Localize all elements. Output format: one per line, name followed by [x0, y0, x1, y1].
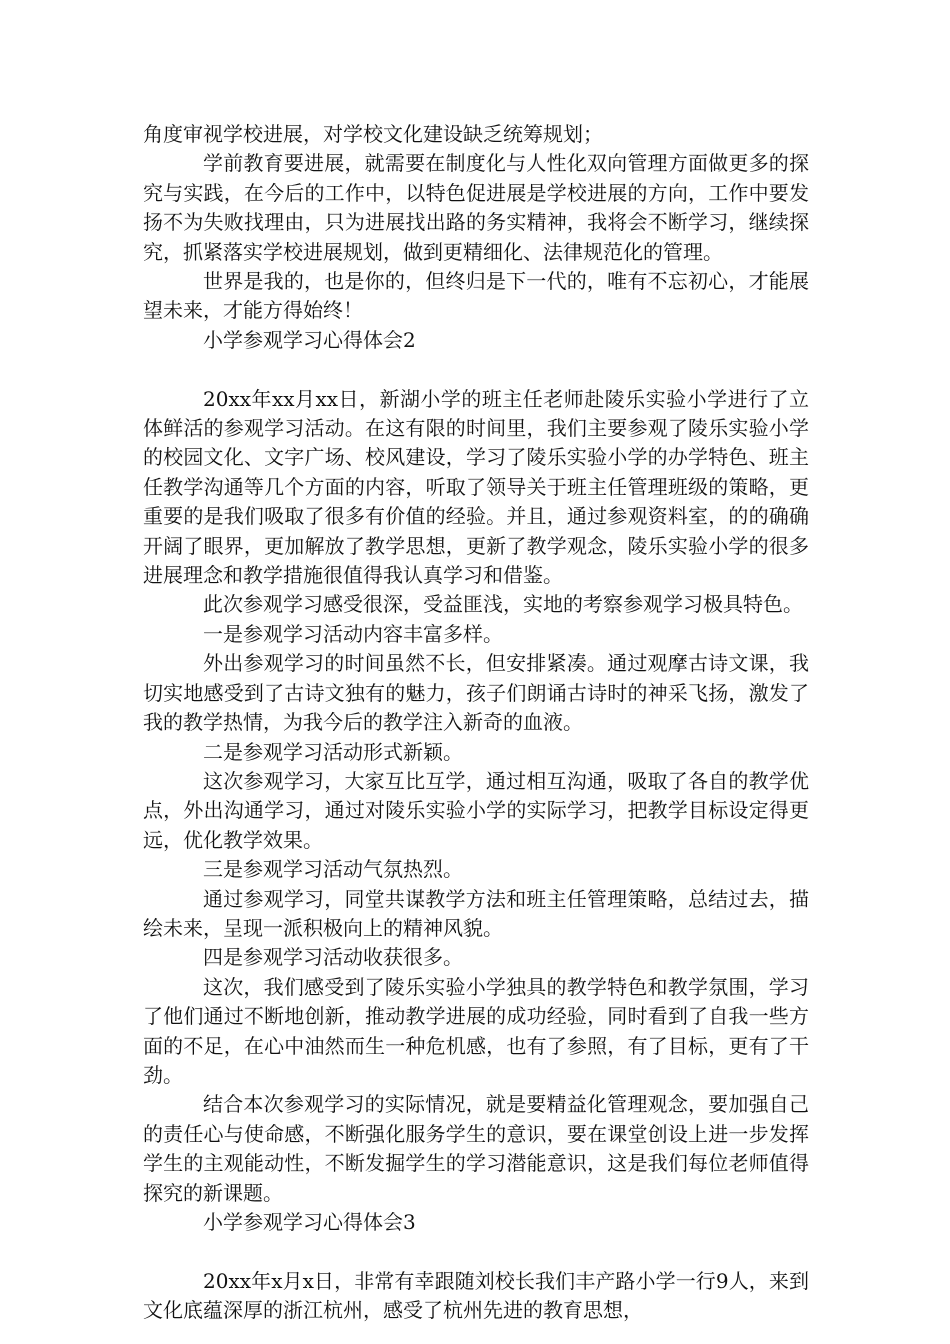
paragraph: 这次参观学习，大家互比互学，通过相互沟通，吸取了各自的教学优点，外出沟通学习，通过对陵乐实验小学的实际学习，把教学目标设定得更远，优化教学效果。 [143, 768, 809, 852]
document-body [143, 120, 809, 1326]
paragraph: 此次参观学习感受很深，受益匪浅，实地的考察参观学习极具特色。 [203, 592, 803, 617]
paragraph: 二是参观学习活动形式新颖。 [203, 739, 463, 764]
paragraph: 外出参观学习的时间虽然不长，但安排紧凑。通过观摩古诗文课，我切实地感受到了古诗文独有的魅力，孩子们朗诵古诗时的神采飞扬，激发了我的教学热情，为我今后的教学注入新奇的血液。 [143, 651, 809, 735]
paragraph: 这次，我们感受到了陵乐实验小学独具的教学特色和教学氛围，学习了他们通过不断地创新，推动教学进展的成功经验，同时看到了自我一些方面的不足，在心中油然而生一种危机感，也有了参照，有了目标，更有了干劲。 [143, 974, 809, 1087]
paragraph: 角度审视学校进展，对学校文化建设缺乏统筹规划； [143, 122, 603, 146]
paragraph: 三是参观学习活动气氛热烈。 [203, 857, 463, 882]
section-heading: 小学参观学习心得体会3 [203, 1210, 416, 1235]
paragraph: 学前教育要进展，就需要在制度化与人性化双向管理方面做更多的探究与实践，在今后的工作中，以特色促进展是学校进展的方向，工作中要发扬不为失败找理由，只为进展找出路的务实精神，我将会不断学习，继续探究，抓紧落实学校进展规划，做到更精细化、法律规范化的管理。 [143, 151, 809, 264]
paragraph: 通过参观学习，同堂共谋教学方法和班主任管理策略，总结过去，描绘未来，呈现一派积极向上的精神风貌。 [143, 886, 809, 940]
paragraph: 四是参观学习活动收获很多。 [203, 945, 463, 970]
blank-line [143, 355, 809, 384]
paragraph: 20xx年xx月xx日，新湖小学的班主任老师赴陵乐实验小学进行了立体鲜活的参观学习活动。在这有限的时间里，我们主要参观了陵乐实验小学的校园文化、文字广场、校风建设，学习了陵乐实验小学的办学特色、班主任教学沟通等几个方面的内容，听取了领导关于班主任管理班级的策略，更重要的是我们吸取了很多有价值的经验。并且，通过参观资料室，的的确确开阔了眼界，更加解放了教学思想，更新了教学观念，陵乐实验小学的很多进展理念和教学措施很值得我认真学习和借鉴。 [143, 386, 809, 588]
section-heading: 小学参观学习心得体会2 [203, 327, 416, 352]
paragraph: 结合本次参观学习的实际情况，就是要精益化管理观念，要加强自己的责任心与使命感，不断强化服务学生的意识，要在课堂创设上进一步发挥学生的主观能动性，不断发掘学生的学习潜能意识，这是我们每位老师值得探究的新课题。 [143, 1092, 809, 1205]
paragraph: 20xx年x月x日，非常有幸跟随刘校长我们丰产路小学一行9人，来到文化底蕴深厚的浙江杭州，感受了杭州先进的教育思想， [143, 1268, 809, 1323]
paragraph: 世界是我的，也是你的，但终归是下一代的，唯有不忘初心，才能展望未来，才能方得始终！ [143, 269, 809, 323]
blank-line [143, 1237, 809, 1266]
paragraph: 一是参观学习活动内容丰富多样。 [203, 621, 503, 646]
